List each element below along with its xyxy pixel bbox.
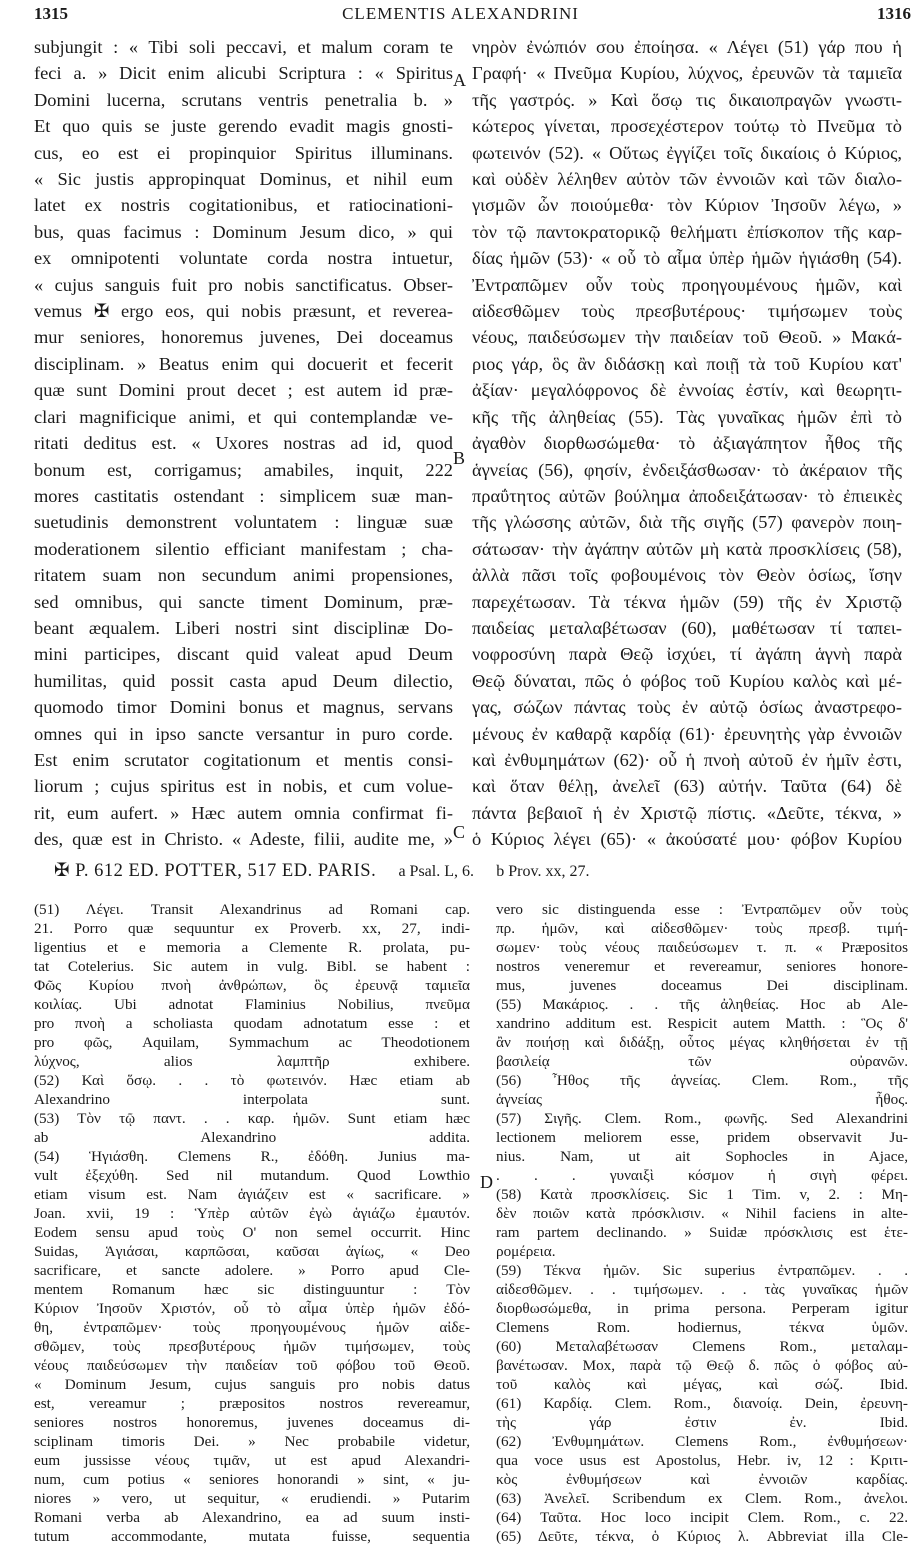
note-line: nius. Nam, ut ait Sophocles in Ajace, (496, 1148, 908, 1165)
note-line: est, vereamur ; præpositos nostros revereamur, (34, 1395, 470, 1412)
note-line: κὸς ἐνθυμήσεων καὶ ἐννοιῶν καρδίας. (496, 1471, 908, 1488)
greek-line: ἁγνείας (56), φησίν, ἐνδειξάσθωσαν· τὸ ἀκέραιον τῆς (472, 459, 902, 480)
greek-line: Ἐντραπῶμεν οὖν τοὺς προηγουμένους ἡμῶν, καὶ (472, 274, 902, 295)
note-line: Φῶς Κυρίου πνοὴ ἀνθρώπων, ὃς ἐρευνᾷ ταμιεῖα (34, 977, 470, 994)
note-line: (62) Ἐνθυμημάτων. Clemens Rom., ἐνθυμήσεων· (496, 1433, 908, 1450)
latin-line: mur seniores, honoremus juvenes, Dei doceamus (34, 327, 453, 348)
margin-letter-d: D (480, 1172, 493, 1192)
greek-line: τὸν τῷ παντοκρατορικῷ θελήματι ἐπίσκοπον τῆς καρ- (472, 221, 902, 242)
edition-reference-row (54, 860, 914, 882)
latin-line: mores castitatis ostendant : simplicem suæ man- (34, 485, 453, 506)
note-line: Joan. xvii, 19 : Ὑπὲρ αὐτῶν ἐγὼ ἁγιάζω ἐμαυτόν. (34, 1205, 470, 1222)
note-line: (54) Ἡγιάσθη. Clemens R., ἐδόθη. Junius ma- (34, 1148, 470, 1165)
page-number-left: 1315 (34, 4, 68, 23)
note-line: (59) Τέκνα ἡμῶν. Sic superius ἐντραπῶμεν. . . (496, 1262, 908, 1279)
greek-line: ἀξίαν· μεγαλόφρονος δὲ ἐννοίας ἐστίν, καὶ θεωρητι- (472, 380, 902, 401)
note-line: (52) Καὶ ὅσῳ. . . τὸ φωτεινόν. Hæc etiam ab (34, 1072, 470, 1089)
greek-line: νοφροσύνη παρὰ Θεῷ ἰσχύει, τί ἀγάπη ἁγνὴ παρὰ (472, 644, 902, 665)
note-line: βανέτωσαν. Mox, παρὰ τῷ Θεῷ δ. πῶς ὁ φόβος αὐ- (496, 1357, 908, 1374)
note-line: vult ἐξεχύθη. Sed nil mutandum. Quod Lowthio (34, 1167, 470, 1184)
greek-line: παρεχέτωσαν. Τὰ τέκνα ἡμῶν (59) τῆς ἐν Χριστῷ (472, 591, 902, 612)
note-line: lectionem meliorem esse, pridem observavit Ju- (496, 1129, 908, 1146)
greek-line: νέους, παιδεύσωμεν τὴν παιδείαν τοῦ Θεοῦ. » Μακά- (472, 327, 902, 348)
latin-line: ritatem suam non secundum animi propensiones, (34, 565, 453, 586)
margin-letter-c: C (453, 822, 466, 842)
latin-line: beant æqualem. Liberi nostri sint disciplinæ Do- (34, 617, 453, 638)
note-line: niores » vero, ut sequitur, « erudiendi. » Putarim (34, 1490, 470, 1507)
latin-line: sed omnibus, qui sancte timent Dominum, præ- (34, 591, 453, 612)
note-line: etiam visum est. Nam ἁγιάζειν est « sacrificare. » (34, 1186, 470, 1203)
note-line: « Dominum Jesum, cujus sanguis pro nobis datus (34, 1376, 470, 1393)
note-line: mus, juvenes doceamus Dei disciplinam. (496, 977, 908, 994)
note-line: Κύριον Ἰησοῦν Χριστόν, οὗ τὸ αἷμα ὑπὲρ ἡμῶν ἐδό- (34, 1300, 470, 1317)
latin-line: vemus ✠ ergo eos, qui nobis præsunt, et reverea- (34, 301, 453, 322)
latin-line: « cujus sanguis fuit pro nobis sanctificatus. Obser- (34, 274, 453, 295)
note-line: ἁγνείας ἦθος. (496, 1091, 908, 1108)
note-line: (65) Δεῦτε, τέκνα, ὁ Κύριος λ. Abbreviat illa Cle- (496, 1528, 908, 1545)
scripture-ref-b: b Prov. xx, 27. (496, 863, 590, 880)
greek-line: ριος γάρ, ὃς ἂν διδάσκῃ καὶ ποιῇ τὰ τοῦ Κυρίου κατ' (472, 353, 902, 374)
greek-line: νηρὸν ἐνώπιόν σου ἐποίησα. « Λέγει (51) γάρ που ἡ (472, 37, 902, 57)
note-line: ἂν ποιήσῃ καὶ διδάξῃ, οὗτος μέγας κληθήσεται ἐν τῇ (496, 1034, 908, 1051)
latin-line: liorum ; cujus spiritus est in nobis, et cum volue- (34, 776, 453, 797)
note-line: vero sic distinguenda esse : Ἐντραπῶμεν οὖν τοὺς (496, 901, 908, 918)
note-line: . . . γυναιξὶ κόσμον ἡ σιγὴ φέρει. (496, 1167, 908, 1184)
greek-line: κώτερος γίνεται, προσεχέστερον τούτῳ τὸ Πνεῦμα τὸ (472, 116, 902, 137)
greek-line: παιδείας μεταλαβέτωσαν (60), μαθέτωσαν τί ταπει- (472, 617, 902, 638)
note-line: ρομέρεια. (496, 1243, 556, 1260)
note-line: (55) Μακάριος. . . τῆς ἀληθείας. Hoc ab Ale- (496, 996, 908, 1013)
latin-line: Est enim scrutator cogitationum et mentis consi- (34, 749, 453, 770)
note-line: λύχνος, alios λαμπτῆρ exhibere. (34, 1053, 470, 1070)
latin-line: omnes qui in ipso sancte versantur in puro corde. (34, 723, 453, 744)
latin-line: cus, eo est ei propinquior Spiritus illuminans. (34, 142, 453, 163)
latin-line: Et quo quis se juste gerendo evadit magis gnosti- (34, 116, 453, 137)
note-line: (57) Σιγῆς. Clem. Rom., φωνῆς. Sed Alexandrini (496, 1110, 908, 1127)
note-line: (58) Κατὰ προσκλίσεις. Sic 1 Tim. v, 2. : Μη- (496, 1186, 908, 1203)
note-line: (61) Καρδίᾳ. Clem. Rom., διανοίᾳ. Dein, ἐρευνη- (496, 1395, 908, 1412)
latin-line: des, quæ est in Christo. « Adeste, filii, audite me, » (34, 829, 453, 850)
note-line: τὴς γάρ ἐστιν ἐν. Ibid. (496, 1414, 908, 1431)
note-line: Alexandrino interpolata sunt. (34, 1091, 470, 1108)
note-line: ligentius et e memoria a Clemente R. prolata, pu- (34, 939, 470, 956)
note-line: (60) Μεταλαβέτωσαν Clemens Rom., μεταλαμ- (496, 1338, 908, 1355)
page-number-right: 1316 (877, 4, 911, 23)
note-line: (56) Ἦθος τῆς ἁγνείας. Clem. Rom., τῆς (496, 1072, 908, 1089)
note-line: σωμεν· τοὺς νέους παιδεύσωμεν τ. π. « Præpositos (496, 939, 908, 956)
edition-note: ✠ P. 612 ED. POTTER, 517 ED. PARIS. (54, 861, 377, 881)
note-line: (53) Τὸν τῷ παντ. . . καρ. ἡμῶν. Sunt etiam hæc (34, 1110, 470, 1127)
latin-line: suetudinis demonstrent voluntatem : linguæ suæ (34, 512, 453, 533)
greek-text-column (472, 34, 902, 850)
latin-line: clari magnificique animi, et qui contemplandæ ve- (34, 406, 453, 427)
latin-line: disciplinam. » Beatus enim qui docuerit et fecerit (34, 353, 453, 374)
latin-line: subjungit : « Tibi soli peccavi, et malum coram te (34, 37, 453, 57)
greek-line: πάντα βεβαιοῖ ἡ ἐν Χριστῷ πίστις. «Δεῦτε, τέκνα, » (472, 802, 902, 823)
latin-line: humilitas, quid possit casta apud Deum dilectio, (34, 670, 453, 691)
greek-line: τῆς γαστρός. » Καὶ ὅσῳ τις δικαιοπραγῶν γνωστι- (472, 89, 902, 110)
greek-line: ἀλλὰ πᾶσι τοῖς φοβουμένοις τὸν Θεὸν ὁσίως, ἴσην (472, 565, 902, 586)
greek-line: Γραφή· « Πνεῦμα Κυρίου, λύχνος, ἐρευνῶν τὰ ταμιεῖα (472, 63, 902, 84)
note-line: αἰδεσθῶμεν. . . τιμήσωμεν. . . τὰς γυναῖκας ἡμῶν (496, 1281, 908, 1298)
notes-column-right (496, 900, 908, 1545)
latin-line: « Sic justis appropinquat Dominus, et nihil eum (34, 169, 453, 190)
margin-letter-b: B (453, 448, 466, 468)
note-line: (63) Ἀνελεῖ. Scribendum ex Clem. Rom., ἀνελοι. (496, 1490, 908, 1507)
note-line: Eodem sensu apud τοὺς O' non semel occurrit. Hinc (34, 1224, 470, 1241)
greek-line: φωτεινόν (52). « Οὕτως ἐγγίζει τοῖς δικαίοις ὁ Κύριος, (472, 142, 902, 163)
latin-line: quomodo timor Domini bonus et magnus, servans (34, 697, 453, 718)
note-line: pro πνοὴ a scholiasta quodam adnotatum esse : et (34, 1015, 470, 1032)
margin-letter-a: A (453, 70, 466, 90)
note-line: νέους παιδεύσωμεν τὴν παιδείαν τοῦ φόβου τοῦ Θεοῦ. (34, 1357, 470, 1374)
latin-line: feci a. » Dicit enim alicubi Scriptura : « Spiritus (34, 63, 453, 84)
latin-line: Domini lucerna, scrutans ventris penetralia b. » (34, 89, 453, 110)
note-line: sciplinam timoris Dei. » Nec probabile videtur, (34, 1433, 470, 1450)
note-line: ram partem declinando. » Suidæ πρόσκλισις est ἑτε- (496, 1224, 908, 1241)
scripture-ref-a: a Psal. L, 6. (398, 863, 474, 880)
greek-line: μένους ἐν καθαρᾷ καρδίᾳ (61)· ἐρευνητὴς γὰρ ἐννοιῶν (472, 723, 902, 744)
notes-column-left (34, 900, 470, 1545)
note-line: mentem Romanum hæc sic distinguuntur : Τὸν (34, 1281, 470, 1298)
greek-line: δίας ἡμῶν (53)· « οὗ τὸ αἷμα ὑπὲρ ἡμῶν ἡγιάσθη (54). (472, 248, 902, 269)
note-line: τοῦ καλὸς καὶ μέγας, καὶ σώζ. Ibid. (496, 1376, 908, 1393)
note-line: eum jussisse νέους τιμᾶν, ut est apud Alexandri- (34, 1452, 470, 1469)
note-line: Romani verba ab Alexandrino, ea ad suum insti- (34, 1509, 470, 1526)
greek-line: αἰδεσθῶμεν τοὺς πρεσβυτέρους· τιμήσωμεν τοὺς (472, 301, 902, 322)
note-line: (64) Ταῦτα. Hoc loco incipit Clem. Rom., c. 22. (496, 1509, 908, 1526)
latin-line: latet ex nostris cogitationibus, et ratiocinationi- (34, 195, 453, 216)
latin-text-column (34, 34, 453, 850)
note-line: tutum accommodante, mutata fuisse, sequentia (34, 1528, 470, 1545)
note-line: κοιλίας. Ubi adnotat Flaminius Nobilius, πνεῦμα (34, 996, 470, 1013)
note-line: tat Cotelerius. Sic autem in vulg. Bibl. se habent : (34, 958, 470, 975)
note-line: πρ. ἡμῶν, καὶ αἰδεσθῶμεν· τοὺς πρεσβ. τιμή- (496, 920, 908, 937)
greek-line: κῆς τῆς ἀληθείας (55). Τὰς γυναῖκας ἡμῶν ἐπὶ τὸ (472, 406, 902, 427)
note-line: num, cum potius « seniores honorandi » sint, « ju- (34, 1471, 470, 1488)
note-line: θη, ἐντραπῶμεν· τοὺς προηγουμένους ἡμῶν αἰδε- (34, 1319, 470, 1336)
note-line: qua voce usus est Apostolus, Hebr. iv, 12 : Κριτι- (496, 1452, 908, 1469)
greek-line: καὶ ἐνθυμημάτων (62)· οὗ ἡ πνοὴ αὐτοῦ ἐν ἡμῖν ἐστι, (472, 749, 902, 770)
latin-line: ex omnipotenti voluntate corda nostra intuetur, (34, 248, 453, 269)
note-line: Suidas, Ἁγιάσαι, καρπῶσαι, καῦσαι ἁγίως, « Deo (34, 1243, 470, 1260)
note-line: βασιλείᾳ τῶν οὐρανῶν. (496, 1053, 908, 1070)
greek-line: σάτωσαν· τὴν ἀγάπην αὐτῶν μὴ κατὰ προσκλίσεις (58), (472, 538, 902, 559)
note-line: ab Alexandrino addita. (34, 1129, 470, 1146)
latin-line: bus, quas facimus : Dominum Jesum dico, » qui (34, 221, 453, 242)
note-line: 21. Porro quæ sequuntur ex Proverb. xx, 27, indi- (34, 920, 470, 937)
greek-line: Θεῷ δύναται, πῶς ὁ φόβος τοῦ Κυρίου καλὸς καὶ μέ- (472, 670, 902, 691)
greek-line: ἀγαθὸν διορθωσώμεθα· τὸ ἀξιαγάπητον ἦθος τῆς (472, 433, 902, 454)
greek-line: τῆς γλώσσης αὐτῶν, διὰ τῆς σιγῆς (57) φανερὸν ποιη- (472, 512, 902, 533)
latin-line: ritati deditus est. « Uxores nostras ad id, quod (34, 433, 453, 454)
note-line: διορθωσώμεθα, in prima persona. Perperam igitur (496, 1300, 908, 1317)
note-line: (51) Λέγει. Transit Alexandrinus ad Romani cap. (34, 901, 470, 918)
note-line: δὲν ποιῶν κατὰ πρόσκλισιν. « Nihil faciens in alte- (496, 1205, 908, 1222)
latin-line: bonum est, corrigamus; amabiles, inquit, 222 (34, 459, 453, 480)
greek-line: καὶ οὐδὲν λέληθεν αὐτὸν τῶν ἐννοιῶν καὶ τῶν διαλο- (472, 169, 902, 190)
latin-line: rit, eum aufert. » Hæc autem omnia confirmat fi- (34, 802, 453, 823)
latin-line: mini participes, discant quid valeat apud Deum (34, 644, 453, 665)
latin-line: quæ sunt Domini prout decet ; est autem id præ- (34, 380, 453, 401)
note-line: seniores nostros honoremus, juvenes doceamus di- (34, 1414, 470, 1431)
greek-line: καὶ ὅταν θέλῃ, ἀνελεῖ (63) αὐτήν. Ταῦτα (64) δὲ (472, 776, 902, 797)
greek-line: πραΰτητος αὐτῶν βούλημα ἀποδειξάτωσαν· τὸ ἐπιεικὲς (472, 485, 902, 506)
note-line: sacrificare, et sancte adolere. » Porro apud Cle- (34, 1262, 470, 1279)
note-line: nostros veneremur et revereamur, seniores honore- (496, 958, 908, 975)
latin-line: moderationem silentio efficiant manifestam ; cha- (34, 538, 453, 559)
note-line: xandrino additum est. Respicit autem Matth. : Ὃς δ' (496, 1015, 908, 1032)
note-line: pro φῶς, Aquilam, Symmachum ac Theodotionem (34, 1034, 470, 1051)
greek-line: γας, σώζων πάντας τοὺς ἐν αὐτῷ ὁσίως ἀναστρεφο- (472, 697, 902, 718)
greek-line: ὁ Κύριος λέγει (65)· « ἀκούσατέ μου· φόβον Κυρίου (472, 829, 902, 850)
greek-line: γισμῶν ὧν ποιούμεθα· τὸν Κύριον Ἰησοῦν λέγω, » (472, 195, 902, 216)
note-line: σθῶμεν, τοὺς πρεσβυτέρους ἡμῶν τιμήσωμεν, τοὺς (34, 1338, 470, 1355)
running-title: CLEMENTIS ALEXANDRINI (342, 4, 579, 23)
note-line: Clemens Rom. hodiernus, τέκνα ὑμῶν. (496, 1319, 908, 1336)
